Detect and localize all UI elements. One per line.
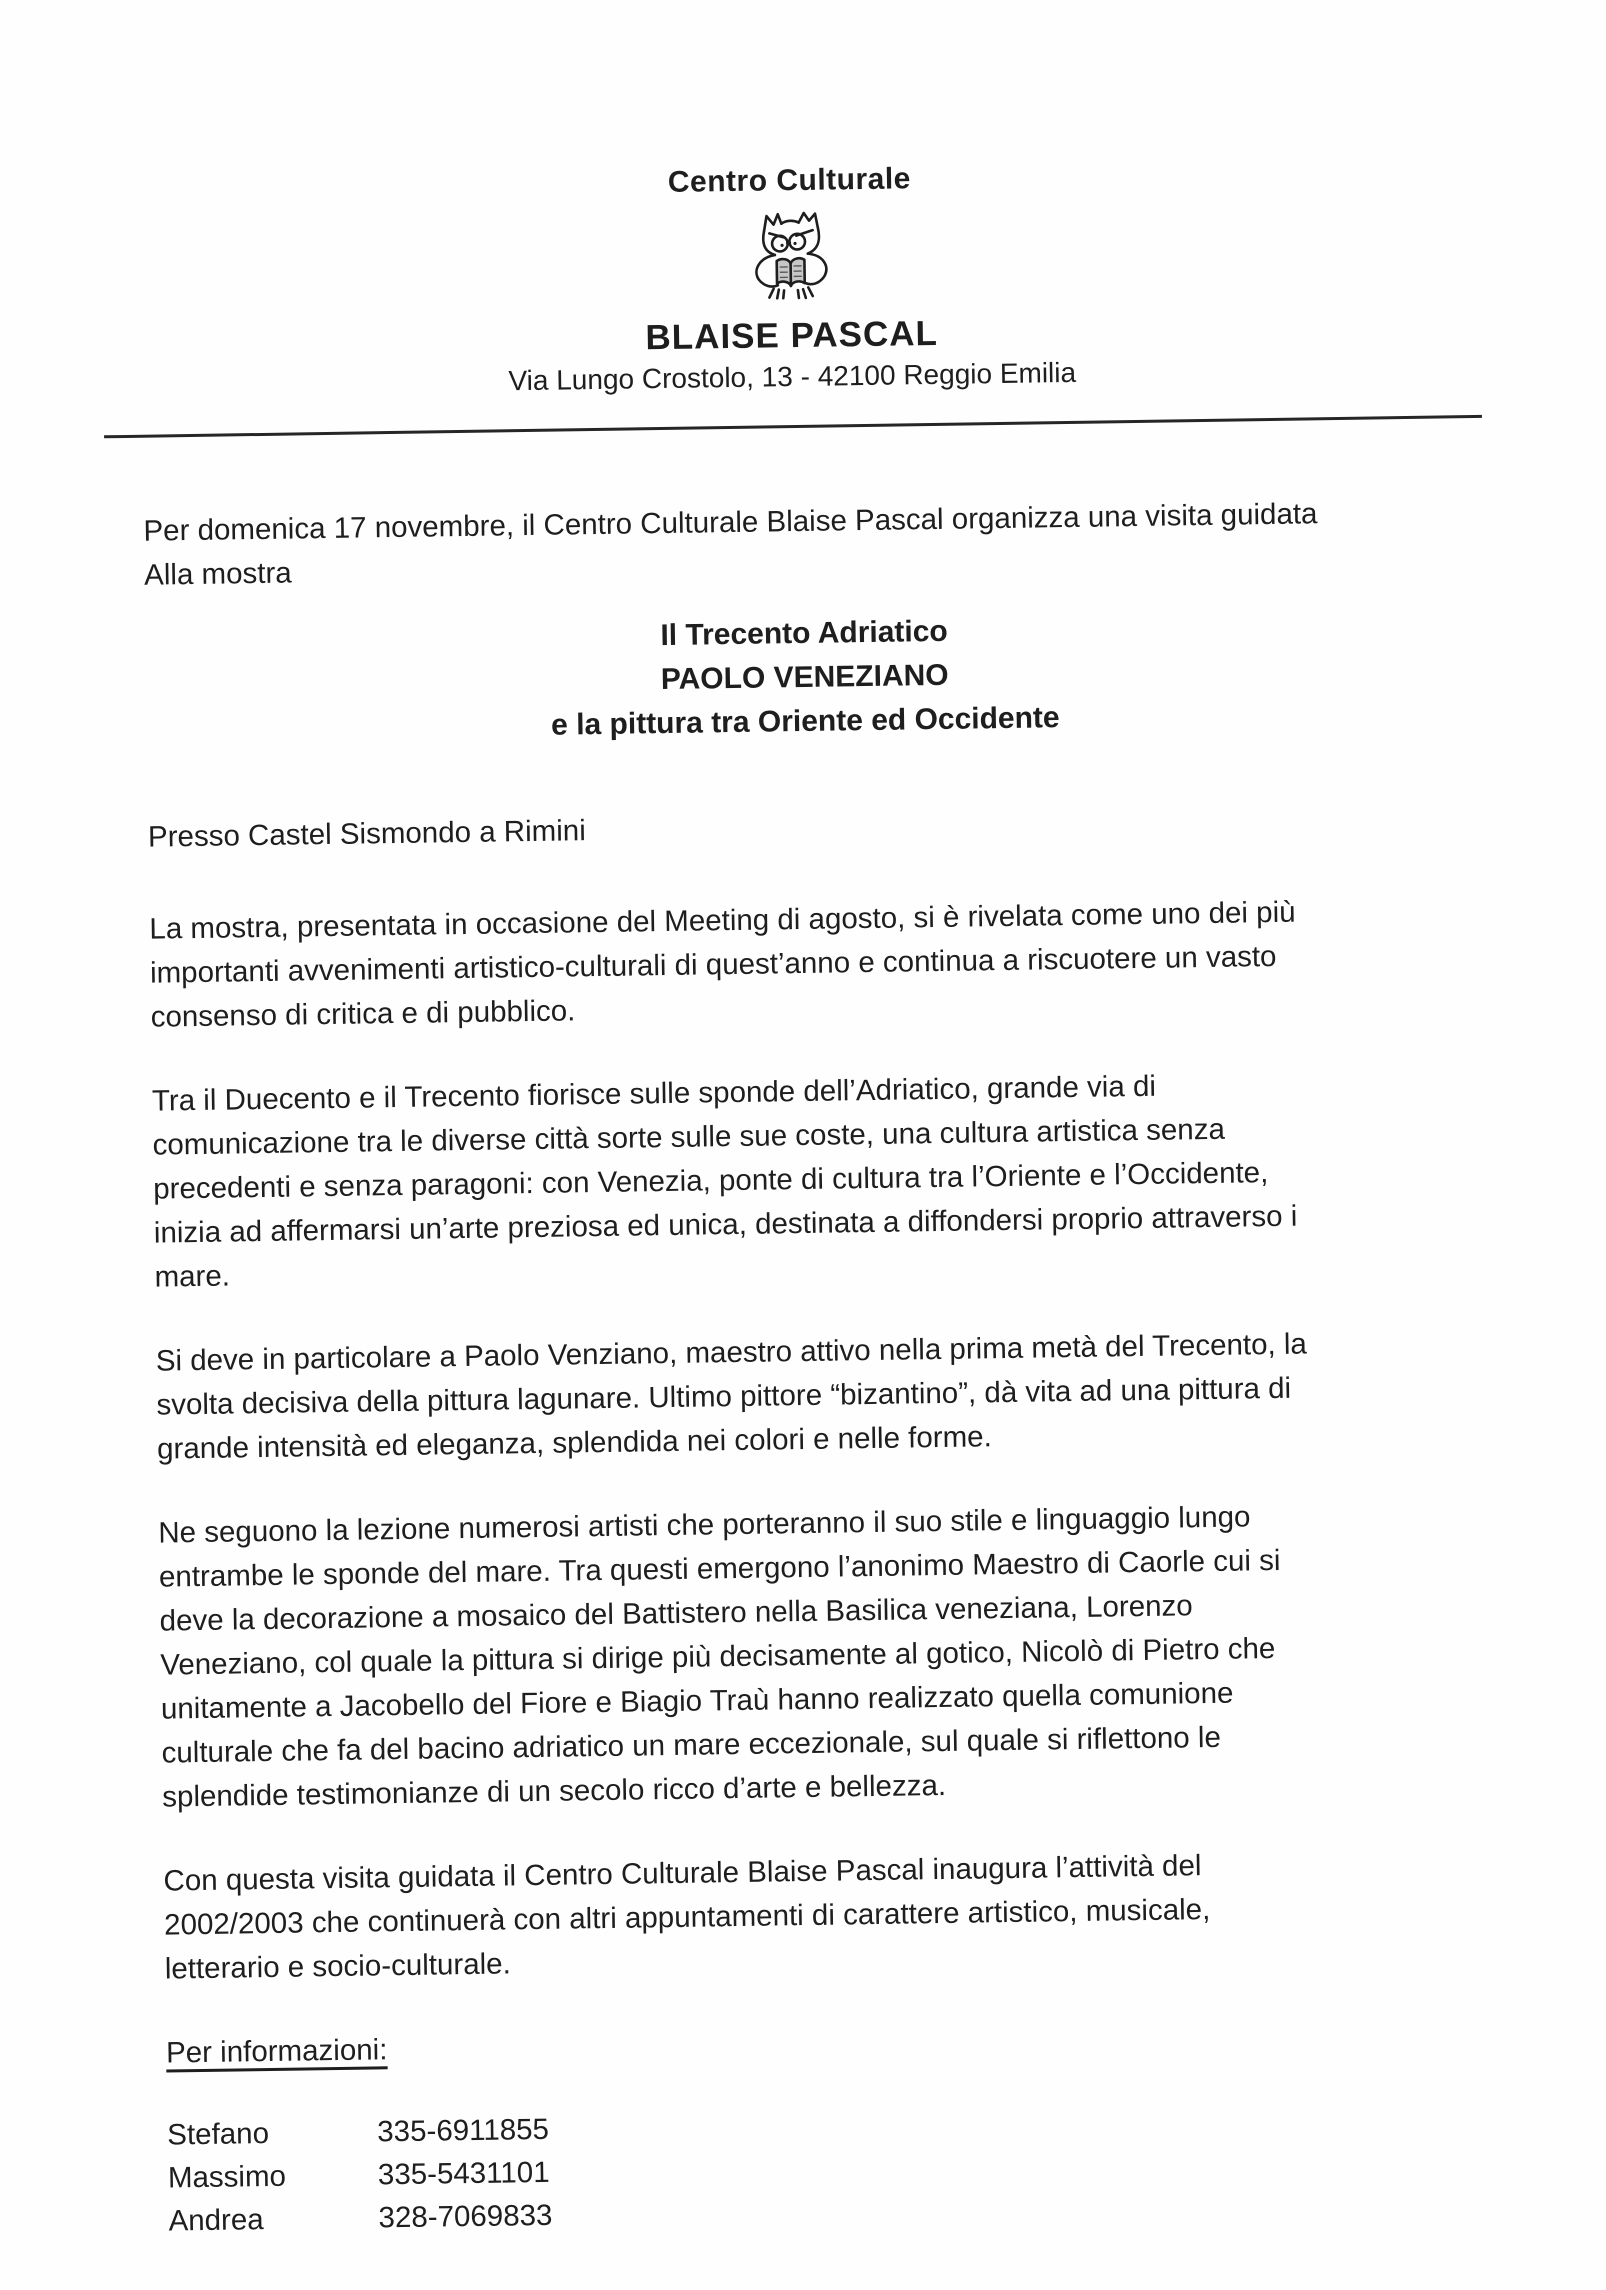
letter-body	[0, 416, 1606, 2245]
letterhead-address: Via Lungo Crostolo, 13 - 42100 Reggio Emilia	[508, 356, 1077, 397]
contact-phone: 328-7069833	[378, 2198, 553, 2235]
contact-list	[167, 2094, 1487, 2243]
intro-paragraph: Per domenica 17 novembre, il Centro Culturale Blaise Pascal organizza una visita guidata Alla mostra	[143, 497, 1318, 592]
paragraph-ne-seguono: Ne seguono la lezione numerosi artisti che porteranno il suo stile e linguaggio lungo entrambe le sponde del mare. Tra questi emergono l’anonimo Maestro di Caorle cui si deve la decorazione a mosaico del Battistero nella Basilica veneziana, Lorenzo Veneziano, col quale la pittura si dirige più decisamente al gotico, Nicolò di Pietro che unitamente a Jacobello del Fiore e Biagio Traù hanno realizzato quella comunione culturale che fa del bacino adriatico un mare eccezionale, sul quale si riflettono le splendide testimonianze di un secolo ricco d’arte e bellezza.	[158, 1500, 1281, 1814]
exhibition-title-line3: e la pittura tra Oriente ed Occidente	[550, 701, 1060, 742]
owl-reading-book-icon	[734, 206, 848, 312]
paragraph-la-mostra: La mostra, presentata in occasione del Meeting di agosto, si è rivelata come uno dei più importanti avvenimenti artistico-culturali di quest’anno e continua a riscuotere un vasto consenso di critica e di pubblico.	[149, 895, 1296, 1034]
letterhead-org-name: BLAISE PASCAL	[645, 313, 939, 358]
exhibition-title-line1: Il Trecento Adriatico	[660, 614, 948, 653]
exhibition-title-line2: PAOLO VENEZIANO	[660, 658, 949, 697]
info-label-text: Per informazioni:	[165, 2033, 388, 2070]
letterhead	[0, 0, 1595, 407]
paragraph-con-questa-visita: Con questa visita guidata il Centro Culturale Blaise Pascal inaugura l’attività del 2002/2003 che continuerà con altri appuntamenti di carattere artistico, musicale, letterario e socio-culturale.	[163, 1849, 1211, 1986]
letterhead-org-type: Centro Culturale	[667, 162, 912, 199]
exhibition-title-block	[145, 602, 1465, 754]
contact-name: Stefano	[167, 2117, 270, 2152]
paragraph-tra-il-duecento: Tra il Duecento e il Trecento fiorisce sulle sponde dell’Adriatico, grande via di comunicazione tra le diverse città sorte sulle sue coste, una cultura artistica senza precedenti e senza paragoni: con Venezia, ponte di cultura tra l’Oriente e l’Occidente, inizia ad affermarsi un’arte preziosa ed unica, destinata a diffondersi proprio attraverso i mare.	[151, 1069, 1298, 1294]
contact-phone: 335-5431101	[377, 2155, 550, 2192]
contact-phone: 335-6911855	[377, 2112, 550, 2149]
contact-name: Andrea	[168, 2203, 264, 2238]
contact-name: Massimo	[167, 2159, 287, 2195]
info-label	[166, 2012, 1485, 2076]
paragraph-si-deve: Si deve in particolare a Paolo Venziano, maestro attivo nella prima metà del Trecento, la svolta decisiva della pittura lagunare. Ultimo pittore “bizantino”, dà vita ad una pittura di grande intensità ed eleganza, splendida nei colori e nelle forme.	[155, 1327, 1308, 1466]
location-line: Presso Castel Sismondo a Rimini	[147, 814, 586, 854]
